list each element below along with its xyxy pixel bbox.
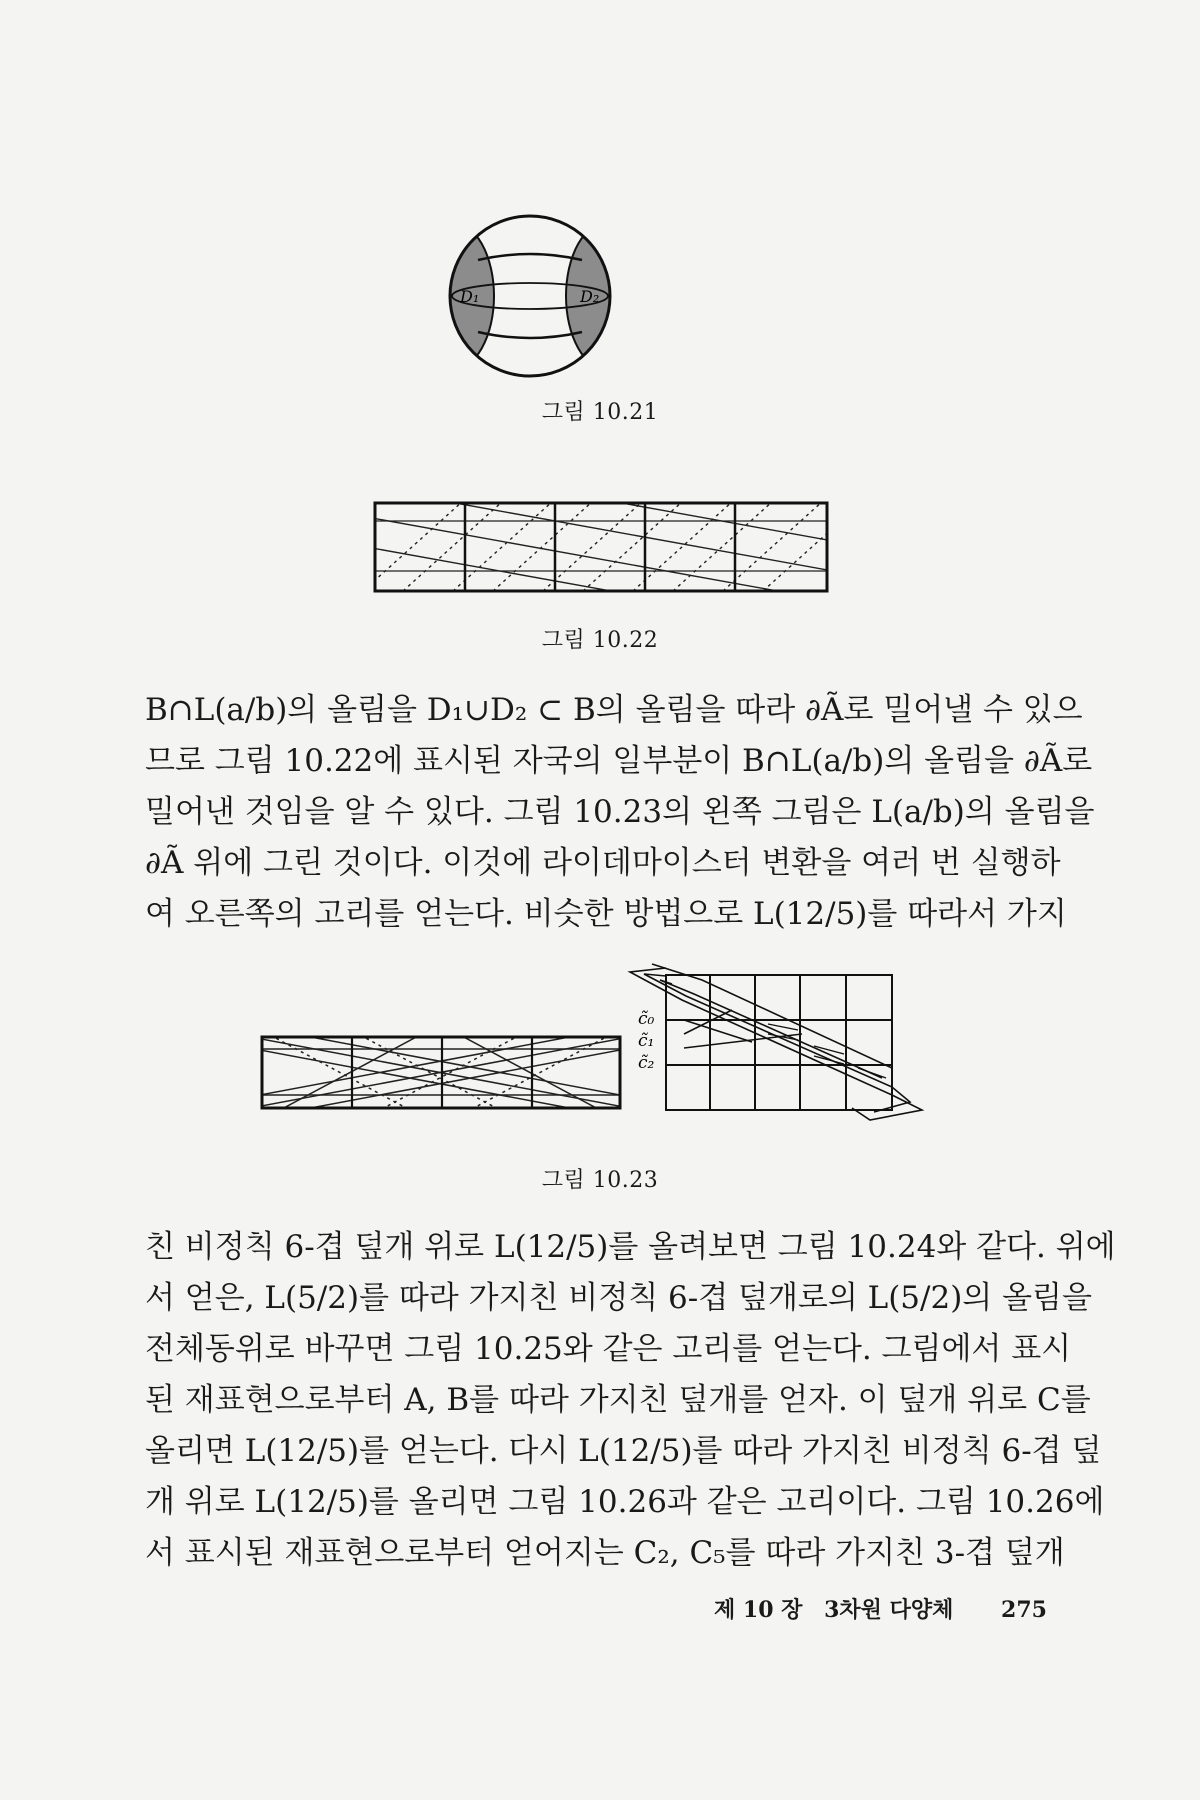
paragraph-line: 친 비정칙 6-겹 덮개 위로 L(12/5)를 올려보면 그림 10.24와 같다. 위에 <box>145 1229 1116 1265</box>
figure-10-23-right <box>622 950 940 1130</box>
paragraph-line: 된 재표현으로부터 A, B를 따라 가지친 덮개를 얻자. 이 덮개 위로 C를 <box>145 1382 1091 1418</box>
label-c1: c̃₁ <box>638 1031 655 1051</box>
paragraph-line: 올리면 L(12/5)를 얻는다. 다시 L(12/5)를 따라 가지친 비정칙 6-겹 덮 <box>145 1433 1102 1469</box>
page-number: 275 <box>1001 1597 1047 1623</box>
footer-chapter: 제 10 장 <box>714 1597 803 1623</box>
label-d2: D₂ <box>580 287 600 306</box>
footer-title: 3차원 다양체 <box>824 1597 954 1623</box>
paragraph-line: 전체동위로 바꾸면 그림 10.25와 같은 고리를 얻는다. 그림에서 표시 <box>145 1331 1072 1367</box>
paragraph-line: 개 위로 L(12/5)를 올리면 그림 10.26과 같은 고리이다. 그림 10.26에 <box>145 1484 1105 1520</box>
paragraph-line: 서 표시된 재표현으로부터 얻어지는 C₂, C₅를 따라 가지친 3-겹 덮개 <box>145 1535 1065 1571</box>
paragraph-2 <box>145 1222 1116 1579</box>
paragraph-line: 므로 그림 10.22에 표시된 자국의 일부분이 B∩L(a/b)의 올림을 ∂Ã로 <box>145 743 1093 779</box>
figure-10-23-left <box>260 1035 622 1110</box>
label-c0: c̃₀ <box>638 1009 655 1029</box>
figure-10-22-caption: 그림 10.22 <box>541 628 659 653</box>
figure-10-21 <box>440 206 620 386</box>
paragraph-line: ∂Ã 위에 그린 것이다. 이것에 라이데마이스터 변환을 여러 번 실행하 <box>145 845 1061 881</box>
label-d1: D₁ <box>460 287 480 306</box>
paragraph-line: 서 얻은, L(5/2)를 따라 가지친 비정칙 6-겹 덮개로의 L(5/2)의 올림을 <box>145 1280 1092 1316</box>
page-footer <box>700 1593 1045 1624</box>
paragraph-line: 여 오른쪽의 고리를 얻는다. 비슷한 방법으로 L(12/5)를 따라서 가지 <box>145 896 1067 932</box>
paragraph-1 <box>145 685 1095 940</box>
figure-10-22 <box>373 501 829 593</box>
figure-10-21-caption: 그림 10.21 <box>541 400 659 425</box>
figure-10-23-caption: 그림 10.23 <box>541 1168 659 1193</box>
label-c2: c̃₂ <box>638 1053 655 1073</box>
paragraph-line: B∩L(a/b)의 올림을 D₁∪D₂ ⊂ B의 올림을 따라 ∂Ã로 밀어낼 수 있으 <box>145 692 1083 728</box>
paragraph-line: 밀어낸 것임을 알 수 있다. 그림 10.23의 왼쪽 그림은 L(a/b)의 올림을 <box>145 794 1095 830</box>
